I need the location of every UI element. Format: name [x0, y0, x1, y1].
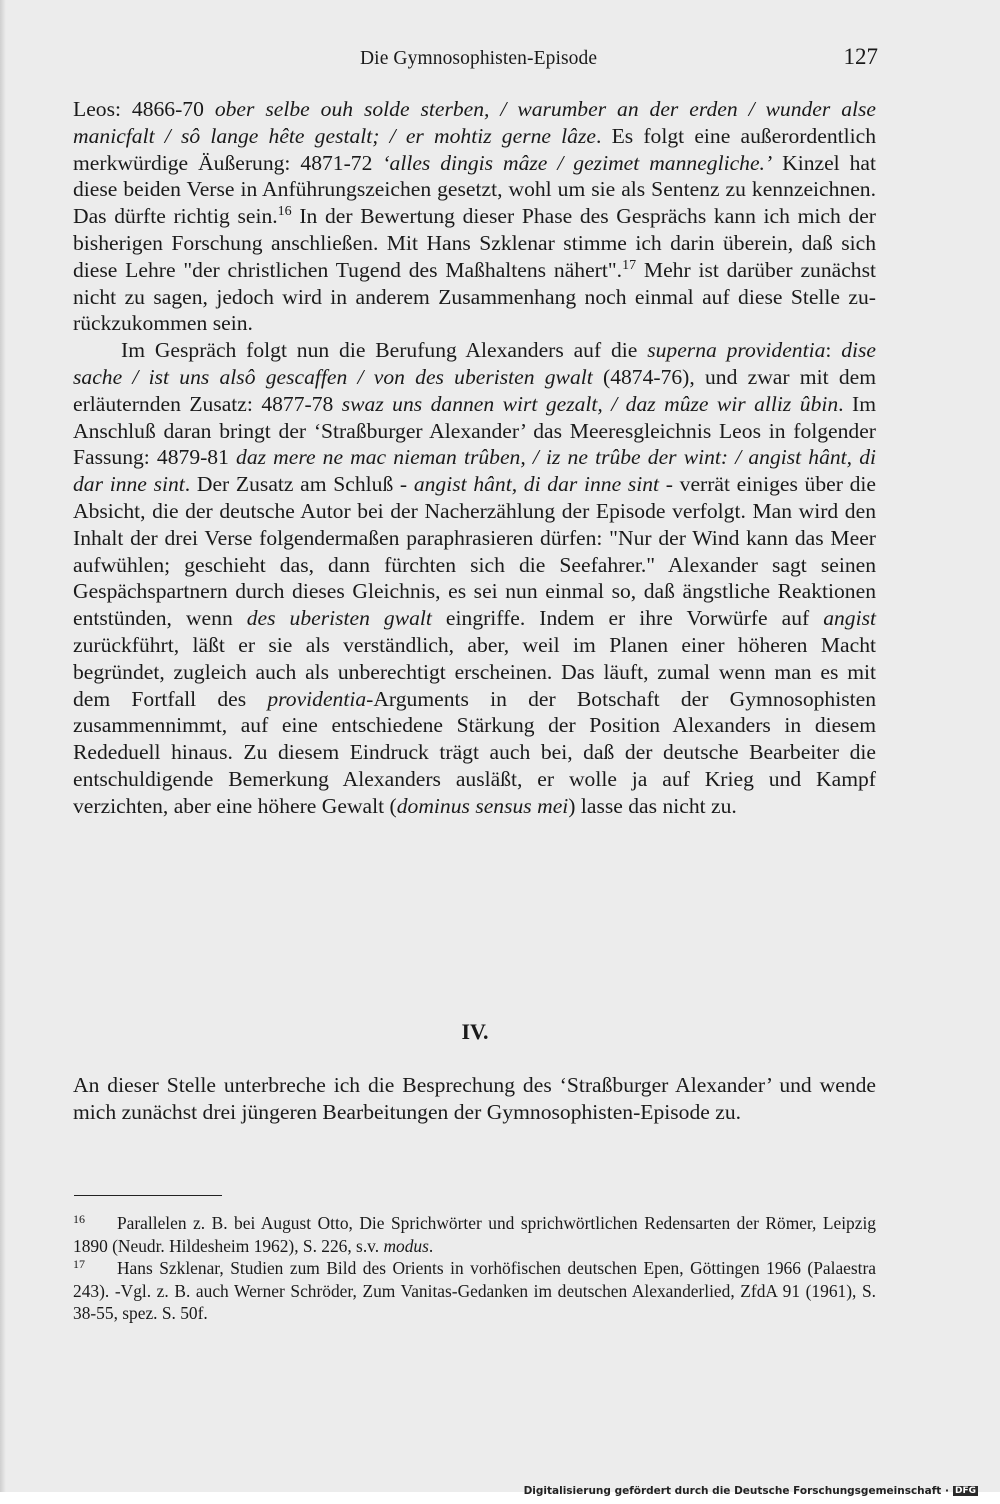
text-run: :: [825, 338, 842, 363]
quoted-verse: dise sache / ist uns alsô gescaffen / von des uberisten gwalt: [73, 338, 877, 389]
digitization-credit: [524, 1485, 978, 1497]
section-body: [73, 1072, 876, 1126]
running-head: [0, 44, 1000, 74]
quoted-verse: ober selbe ouh solde sterben, / warumber an der erden / wunder alse manicfalt / sô lange hête gestalt; / er mohtiz gerne lâze: [73, 97, 876, 148]
quoted-verse: modus: [383, 1235, 429, 1256]
text-run: Leos: 4866-70: [73, 97, 215, 121]
quoted-verse: providentia: [267, 686, 367, 711]
section-heading: IV.: [461, 1019, 489, 1044]
text-run: Mehr ist darüber zunächst nicht zu sagen, jedoch wird in anderem Zusammenhang noch einmal auf diese Stelle zurückzukommen sein.: [73, 257, 876, 336]
dfg-logo: DFG: [954, 1486, 976, 1496]
footnote: 16 Parallelen z. B. bei August Otto, Die Sprichwörter und sprichwörtlichen Redensarten der Römer, Leipzig 1890 (Neudr. Hildesheim 1962), S. 226, s.v. modus.: [73, 1212, 876, 1256]
quoted-verse: dominus sensus mei: [396, 793, 569, 818]
body-text: [73, 96, 876, 820]
quoted-verse: des uberisten gwalt: [246, 606, 432, 631]
text-run: . Der Zusatz am Schluß -: [184, 472, 414, 497]
quoted-verse: daz mere ne mac nieman trûben, / iz ne trûbe der wint: / angist hânt, di dar inne sint: [73, 445, 876, 497]
footnote-ref: 17: [622, 257, 637, 273]
page-number: 127: [843, 44, 878, 69]
text-run: - verrät einiges über die Absicht, die der deutsche Autor bei der Nacherzählung der Episode verfolgt. Man wird den Inhalt der drei Verse folgendermaßen paraphrasieren dürfen: "Nur der Wind kann das Meer aufwühlen; geschieht das, dann fürchten sich die Seefahrer." Alexander sagt seinen Gespächspartnern durch dieses Gleichnis, es sei nun einmal so, daß ängstliche Reaktionen entstünden, wenn: [73, 472, 876, 631]
quoted-verse: superna providentia: [647, 338, 826, 363]
quoted-verse: angist: [823, 606, 876, 631]
quoted-verse: angist hânt, di dar inne sint: [413, 472, 660, 497]
text-run: . Es folgt eine außerordentlich merkwürdige Äußerung: 4871-72: [73, 123, 876, 175]
footnote-separator: [74, 1195, 222, 1196]
text-run: Parallelen z. B. bei August Otto, Die Sprichwörter und sprichwörtlichen Redensarten der Römer, Leipzig 1890 (Neudr. Hildesheim 1962), S. 226, s.v.: [73, 1213, 876, 1256]
footnote-ref: 16: [277, 204, 292, 220]
text-run: Hans Szklenar, Studien zum Bild des Orients in vorhöfischen deutschen Epen, Göttingen 1966 (Palaestra 243). -Vgl. z. B. auch Werner Schröder, Zum Vanitas-Gedanken im deutschen Alexanderlied, ZfdA 91 (1961), S. 38-55, spez. S. 50f.: [73, 1258, 876, 1324]
credit-text: Digitalisierung gefördert durch die Deutsche Forschungsgemeinschaft ·: [523, 1485, 949, 1497]
text-run: (4874-76), und zwar mit dem erläuternden Zusatz: 4877-78: [73, 364, 876, 416]
section-paragraph: An dieser Stelle unterbreche ich die Besprechung des ‘Straßburger Alexander’ und wende mich zunächst drei jüngeren Bearbeitungen der Gymnosophisten-Episode zu.: [73, 1073, 876, 1124]
paragraph: [73, 96, 876, 337]
text-run: Kinzel hat diese beiden Verse in Anführungszeichen gesetzt, wohl um sie als Sentenz zu kennzeichnen. Das dürfte richtig sein.: [73, 150, 876, 229]
text-run: .: [428, 1235, 434, 1256]
footnotes: [73, 1212, 876, 1325]
text-run: eingriffe. Indem er ihre Vorwürfe auf: [431, 606, 824, 631]
quoted-verse: ‘alles dingis mâze / gezimet mannegliche.’: [382, 150, 773, 175]
text-run: -Arguments in der Botschaft der Gymnosophisten zusammennimmt, auf eine entschiedene Stärkung der Position Alexanders in diesem Rededuell hinaus. Zu diesem Eindruck trägt auch bei, daß der deutsche Bearbeiter die entschuldigende Bemerkung Alexanders ausläßt, er wolle ja auf Krieg und Kampf verzichten, aber eine höhere Gewalt (: [73, 686, 877, 818]
running-title: Die Gymnosophisten-Episode: [360, 48, 598, 69]
text-run: In der Bewertung dieser Phase des Gesprächs kann ich mich der bisherigen Forschung anschließen. Mit Hans Szklenar stimme ich darin überein, daß sich diese Lehre "der christlichen Tugend des Maßhaltens nähert".: [73, 204, 876, 282]
text-run: Im Gespräch folgt nun die Berufung Alexanders auf die: [121, 338, 648, 363]
paragraph: [73, 337, 876, 819]
text-run: ) lasse das nicht zu.: [568, 793, 737, 818]
text-run: . Im Anschluß daran bringt der ‘Straßburger Alexander’ das Meeresgleichnis Leos in folgender Fassung: 4879-81: [73, 391, 876, 470]
text-run: zurückführt, läßt er sie als verständlich, aber, weil im Planen einer höheren Macht begründet, zugleich auch als unberechtigt erscheinen. Das läuft, zumal wenn man es mit dem Fortfall des: [73, 632, 876, 711]
footnote: 17 Hans Szklenar, Studien zum Bild des Orients in vorhöfischen deutschen Epen, Göttingen 1966 (Palaestra 243). -Vgl. z. B. auch Werner Schröder, Zum Vanitas-Gedanken im deutschen Alexanderlied, ZfdA 91 (1961), S. 38-55, spez. S. 50f.: [73, 1257, 876, 1324]
quoted-verse: swaz uns dannen wirt gezalt, / daz mûze wir alliz ûbin: [341, 391, 839, 416]
